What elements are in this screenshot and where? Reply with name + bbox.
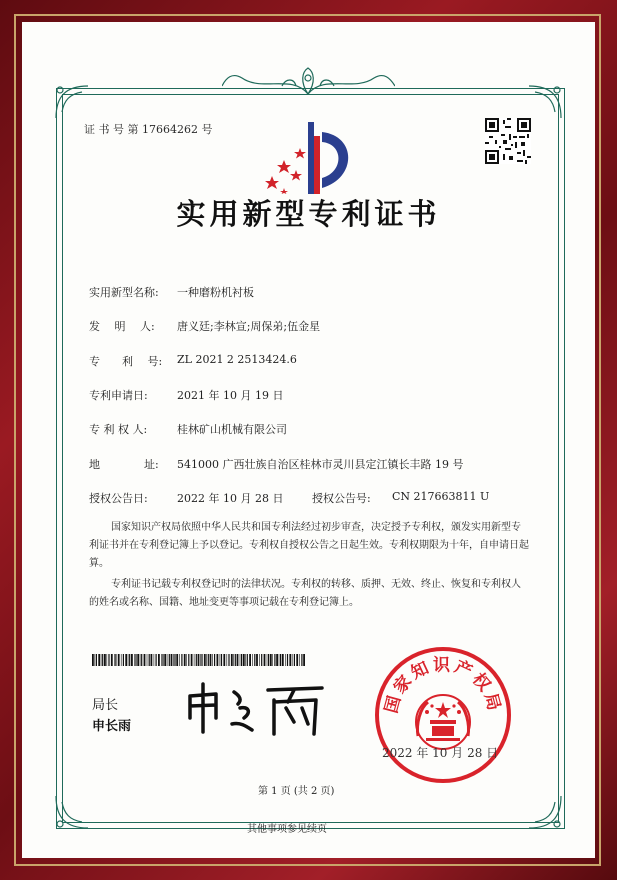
certificate-title: 实用新型专利证书 [176, 197, 441, 231]
name-value: 一种磨粉机衬板 [177, 286, 254, 299]
inventor-value: 唐义廷;李林宣;周保弟;伍金星 [177, 320, 321, 333]
page-info: 第 1 页 (共 2 页) [258, 786, 335, 797]
legal-status-paragraph: 专利证书记载专利权登记时的法律状况。专利权的转移、质押、无效、终止、恢复和专利权人的姓名或名称、国籍、地址变更等事项记载在专利登记簿上。 [89, 579, 521, 608]
address-value: 541000 广西壮族自治区桂林市灵川县定江镇长丰路 19 号 [177, 458, 464, 471]
grant-number-label: 授权公告号: [312, 492, 371, 505]
corner-ornament-icon [525, 82, 565, 122]
name-label: 实用新型名称: [89, 286, 159, 299]
corner-ornament-icon [52, 792, 92, 832]
address-label: 地 址: [89, 458, 159, 471]
patent-number-label: 专 利 号: [89, 355, 163, 368]
patentee-label: 专 利 权 人: [89, 423, 148, 436]
barcode-icon [92, 654, 307, 666]
official-seal-icon [372, 644, 514, 786]
seal-date: 2022 年 10 月 28 日 [382, 746, 499, 760]
filing-date-value: 2021 年 10 月 19 日 [177, 389, 284, 402]
corner-ornament-icon [525, 792, 565, 832]
patentee-value: 桂林矿山机械有限公司 [177, 423, 287, 436]
signatory-title: 局长 [92, 698, 119, 713]
patent-number-value: ZL 2021 2 2513424.6 [177, 353, 297, 366]
inventor-label: 发 明 人: [89, 320, 155, 333]
grant-date-label: 授权公告日: [89, 492, 148, 505]
grant-statement-paragraph: 国家知识产权局依照中华人民共和国专利法经过初步审查，决定授予专利权，颁发实用新型专利证书并在专利登记簿上予以登记。专利权自授权公告之日起生效。专利权期限为十年，自申请日起算。 [89, 522, 529, 569]
qr-code-icon [485, 118, 531, 164]
grant-number-value: CN 217663811 U [392, 490, 490, 503]
footer-note: 其他事项参见续页 [247, 824, 327, 835]
signature-image [182, 678, 332, 738]
certificate-number: 证 书 号 第 17664262 号 [84, 123, 213, 136]
top-ornament-icon [222, 64, 395, 98]
filing-date-label: 专利申请日: [89, 389, 148, 402]
seal-text: 国家知识产权局 [381, 655, 505, 716]
grant-date-value: 2022 年 10 月 28 日 [177, 492, 284, 505]
certificate-paper [22, 22, 595, 858]
cnipa-logo-icon [262, 122, 357, 194]
signatory-name: 申长雨 [92, 719, 132, 734]
corner-ornament-icon [52, 82, 92, 122]
